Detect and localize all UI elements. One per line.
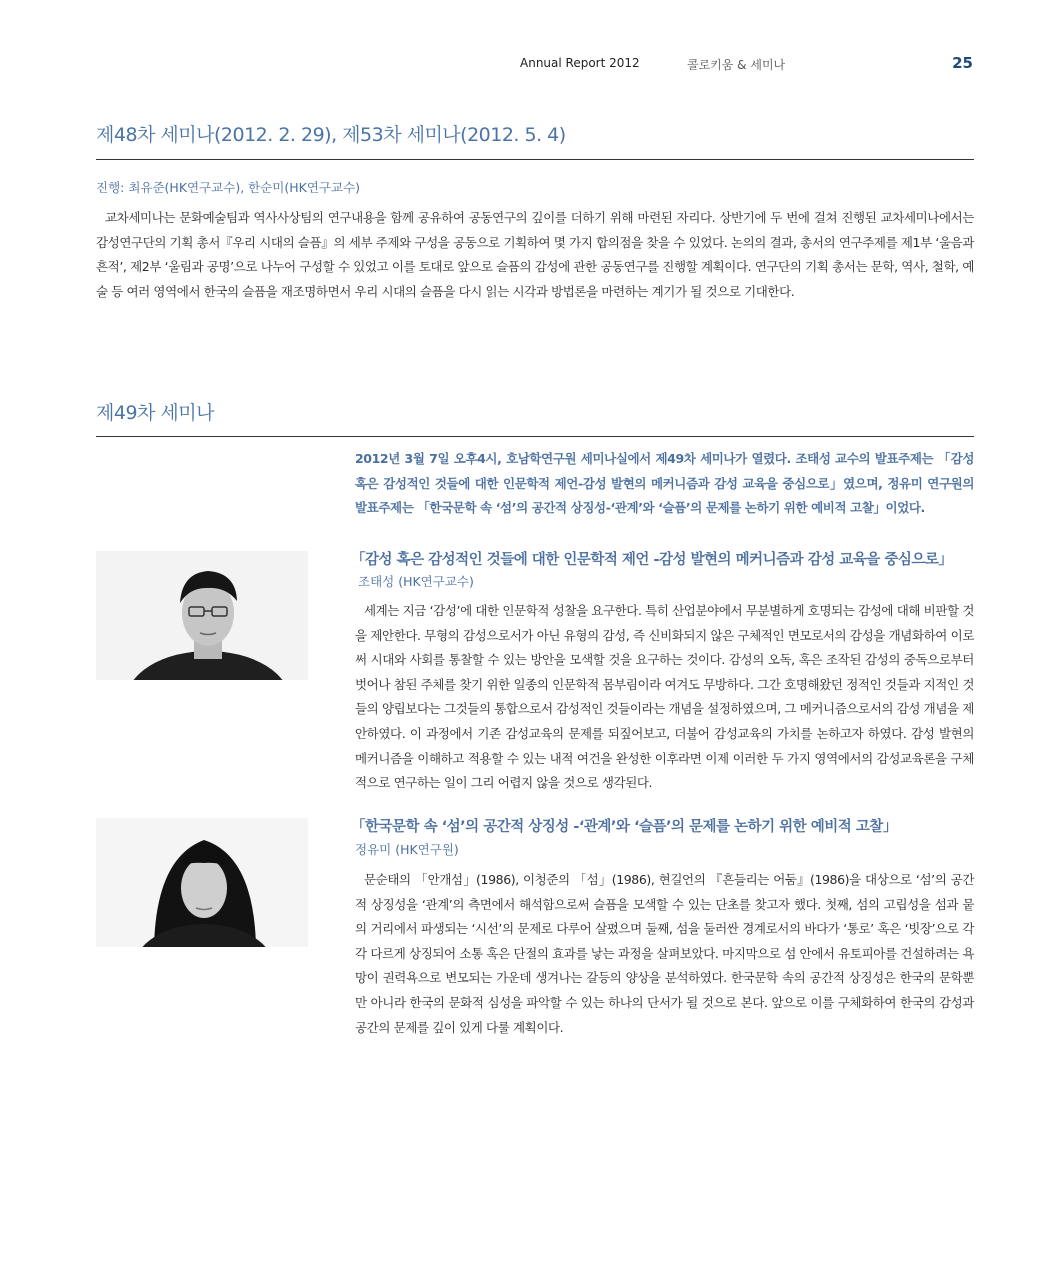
section1-presenters: 진행: 최유준(HK연구교수), 한순미(HK연구교수) bbox=[96, 180, 361, 195]
section2-intro: 2012년 3월 7일 오후4시, 호남학연구원 세미나실에서 제49차 세미나가 열렸다. 조태성 교수의 발표주제는 「감성 혹은 감성적인 것들에 대한 인문학적 제언-감성 발현의 메커니즘과 감성 교육을 중심으로」였으며, 정유미 연구원의 발표주제는 「한국문학 속 ‘섬’의 공간적 상징성-‘관계’와 ‘슬픔’의 문제를 논하기 위한 예비적 고찰」이었다. bbox=[355, 451, 974, 516]
section2-intro-block bbox=[355, 447, 974, 521]
section1-body-block bbox=[96, 206, 974, 304]
talk2-body-block bbox=[355, 868, 974, 1040]
section2-divider bbox=[96, 436, 974, 437]
presenter-photo-2 bbox=[96, 818, 308, 947]
page-number: 25 bbox=[952, 54, 973, 72]
section1-divider bbox=[96, 159, 974, 160]
presenter-photo-1 bbox=[96, 551, 308, 680]
section2-title: 제49차 세미나 bbox=[96, 402, 214, 424]
talk1-body-block bbox=[355, 599, 974, 796]
talk2-body: 문순태의 「안개섬」(1986), 이청준의 「섬」(1986), 현길언의 『흔들리는 어둠』(1986)을 대상으로 ‘섬’의 공간적 상징성을 ‘관계’의 측면에서 해석함으로써 슬픔을 모색할 수 있는 단초를 찾고자 했다. 첫째, 섬의 고립성을 섬과 뭍의 거리에서 파생되는 ‘시선’의 문제로 다루어 살폈으며 둘째, 섬을 둘러싼 경계로서의 바다가 ‘통로’ 혹은 ‘빗장’으로 각각 다르게 상징되어 소통 혹은 단절의 효과를 낳는 과정을 살펴보았다. 마지막으로 섬 안에서 유토피아를 건설하려는 욕망이 권력욕으로 변모되는 가운데 생겨나는 갈등의 양상을 분석하였다. 한국문학 속의 공간적 상징성은 한국의 문학뿐만 아니라 한국의 문화적 심성을 파악할 수 있는 하나의 단서가 될 것으로 본다. 앞으로 이를 구체화하여 한국의 감성과 공간의 문제를 깊이 있게 다룰 계획이다. bbox=[355, 872, 974, 1035]
talk1-author: 조태성 (HK연구교수) bbox=[358, 574, 474, 589]
section1-body: 교차세미나는 문화예술팀과 역사사상팀의 연구내용을 함께 공유하여 공동연구의 깊이를 더하기 위해 마련된 자리다. 상반기에 두 번에 걸쳐 진행된 교차세미나에서는 감성연구단의 기획 총서『우리 시대의 슬픔』의 세부 주제와 구성을 공동으로 기획하여 몇 가지 합의점을 찾을 수 있었다. 논의의 결과, 총서의 연구주제를 제1부 ‘울음과 흔적’, 제2부 ‘울림과 공명’으로 나누어 구성할 수 있었고 이를 토대로 앞으로 슬픔의 감성에 관한 공동연구를 진행할 계획이다. 연구단의 기획 총서는 문학, 역사, 철학, 예술 등 여러 영역에서 한국의 슬픔을 재조명하면서 우리 시대의 슬픔을 다시 읽는 시각과 방법론을 마련하는 계기가 될 것으로 기대한다. bbox=[96, 210, 974, 299]
report-title: Annual Report 2012 bbox=[520, 56, 640, 70]
talk2-title: 「한국문학 속 ‘섬’의 공간적 상징성 -‘관계’와 ‘슬픔’의 문제를 논하기 위한 예비적 고찰」 bbox=[351, 819, 897, 835]
talk1-title: 「감성 혹은 감성적인 것들에 대한 인문학적 제언 -감성 발현의 메커니즘과 감성 교육을 중심으로」 bbox=[351, 552, 953, 568]
section1-title: 제48차 세미나(2012. 2. 29), 제53차 세미나(2012. 5. 4) bbox=[96, 124, 566, 146]
talk2-author: 정유미 (HK연구원) bbox=[355, 842, 459, 857]
section-name: 콜로키움 & 세미나 bbox=[687, 58, 786, 72]
talk1-body: 세계는 지금 ‘감성’에 대한 인문학적 성찰을 요구한다. 특히 산업분야에서 무분별하게 호명되는 감성에 대해 비판할 것을 제안한다. 무형의 감성으로서가 아닌 유형의 감성, 즉 신비화되지 않은 구체적인 면모로서의 감성을 개념화하여 이로써 시대와 사회를 통찰할 수 있는 방안을 모색할 것을 요구하는 것이다. 감성의 오독, 혹은 조작된 감성의 중독으로부터 벗어나 참된 주체를 찾기 위한 일종의 인문학적 몸부림이라 여겨도 무방하다. 그간 호명해왔던 정적인 것들과 지적인 것들의 양립보다는 그것들의 통합으로서 감성적인 것들이라는 개념을 설정하였으며, 그 메커니즘으로서의 감성 개념을 제안하였다. 이 과정에서 기존 감성교육의 문제를 되짚어보고, 더불어 감성교육의 가치를 논하고자 하였다. 감성 발현의 메커니즘을 이해하고 적용할 수 있는 내적 여건을 완성한 이후라면 이제 이러한 두 가지 영역에서의 감성교육론을 구체적으로 연구하는 일이 그리 어렵지 않을 것으로 생각된다. bbox=[355, 603, 974, 791]
